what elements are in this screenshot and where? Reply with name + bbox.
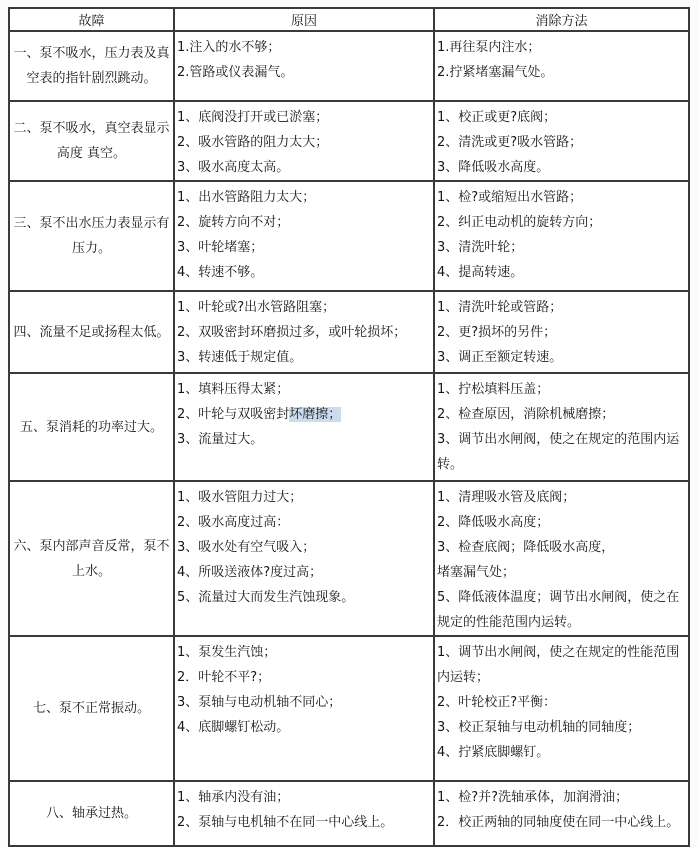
fault-line: 一、泵不吸水，压力表及真 bbox=[13, 46, 170, 61]
cause-line: 5、流量过大而发生汽蚀现象。 bbox=[177, 590, 355, 605]
method-line: 2、检查原因，消除机械磨擦； bbox=[437, 407, 615, 422]
fault-cell bbox=[9, 31, 174, 101]
cause-line: 4、底脚螺钉松动。 bbox=[177, 720, 290, 735]
fault-cell bbox=[9, 373, 174, 481]
cause-line: 1、吸水管阻力过大； bbox=[177, 490, 303, 505]
cause-line: 1、轴承内没有油； bbox=[177, 790, 290, 805]
fault-line: 二、泵不吸水，真空表显示 bbox=[13, 121, 170, 136]
table-row bbox=[9, 291, 689, 373]
fault-line: 五、泵消耗的功率过大。 bbox=[19, 419, 163, 435]
cause-line: 3、叶轮堵塞； bbox=[177, 240, 264, 255]
cause-line: 2、吸水高度过高： bbox=[177, 515, 290, 530]
fault-cell bbox=[9, 636, 174, 781]
method-line: 1、检?并?洗轴承体，加润滑油； bbox=[437, 790, 629, 805]
fault-cell bbox=[9, 781, 174, 846]
header-method: 消除方法 bbox=[434, 8, 689, 31]
cause-line: 3、转速低于规定值。 bbox=[177, 350, 303, 365]
method-line: 2．校正两轴的同轴度使在同一中心线上。 bbox=[437, 815, 680, 830]
fault-line: 空表的指针剧烈跳动。 bbox=[26, 71, 157, 86]
causes-cell bbox=[174, 101, 434, 181]
fault-line: 八、轴承过热。 bbox=[45, 806, 137, 821]
cause-line: 1、填料压得太紧； bbox=[177, 382, 290, 397]
method-line: 2.拧紧堵塞漏气处。 bbox=[437, 65, 554, 80]
method-line: 3、校正泵轴与电动机轴的同轴度； bbox=[437, 720, 641, 735]
methods-cell bbox=[434, 291, 689, 373]
causes-cell bbox=[174, 481, 434, 636]
method-line: 1、清理吸水管及底阀； bbox=[437, 490, 576, 505]
causes-cell bbox=[174, 781, 434, 846]
method-line: 3、检查底阀；降低吸水高度， bbox=[437, 540, 615, 555]
cause-line: 2、吸水管路的阻力太大； bbox=[177, 135, 329, 150]
method-line: 2、叶轮校正?平衡： bbox=[437, 695, 557, 710]
methods-cell bbox=[434, 101, 689, 181]
methods-cell bbox=[434, 781, 689, 846]
cause-line: 3、吸水高度太高。 bbox=[177, 160, 290, 175]
table-row bbox=[9, 373, 689, 481]
method-line: 2、更?损坏的另件； bbox=[437, 325, 557, 340]
cause-line: 2、旋转方向不对； bbox=[177, 215, 290, 230]
method-line: 规定的性能范围内运转。 bbox=[437, 615, 581, 630]
table-row bbox=[9, 101, 689, 181]
cause-line: 2.管路或仪表漏气。 bbox=[177, 65, 294, 80]
method-line: 1、清洗叶轮或管路； bbox=[437, 300, 563, 315]
cause-line: 2．叶轮不平?； bbox=[177, 670, 271, 685]
cause-line: 1、泵发生汽蚀； bbox=[177, 645, 277, 660]
method-line: 转。 bbox=[437, 457, 464, 472]
causes-cell bbox=[174, 291, 434, 373]
header-cause: 原因 bbox=[174, 8, 434, 31]
table-row bbox=[9, 781, 689, 846]
causes-cell bbox=[174, 31, 434, 101]
methods-cell bbox=[434, 31, 689, 101]
cause-line: 3、泵轴与电动机轴不同心； bbox=[177, 695, 342, 710]
fault-line: 压力。 bbox=[71, 241, 111, 256]
fault-line: 高度 真空。 bbox=[56, 146, 127, 161]
header-fault: 故障 bbox=[9, 8, 174, 31]
cause-line: 3、流量过大。 bbox=[177, 432, 264, 447]
method-line: 1、校正或更?底阀； bbox=[437, 110, 557, 125]
causes-cell bbox=[174, 636, 434, 781]
methods-cell bbox=[434, 636, 689, 781]
cause-line: 2、双吸密封环磨损过多，或叶轮损坏； bbox=[177, 325, 407, 340]
methods-cell bbox=[434, 181, 689, 291]
causes-cell bbox=[174, 181, 434, 291]
method-line: 2、降低吸水高度； bbox=[437, 515, 550, 530]
cause-line: 2、泵轴与电机轴不在同一中心线上。 bbox=[177, 815, 394, 830]
method-line: 4、拧紧底脚螺钉。 bbox=[437, 745, 550, 760]
cause-line: 3、吸水处有空气吸入； bbox=[177, 540, 316, 555]
fault-cell bbox=[9, 481, 174, 636]
cause-line: 1、底阀没打开或已淤塞； bbox=[177, 110, 329, 125]
method-line: 1.再往泵内注水； bbox=[437, 40, 541, 55]
table-row bbox=[9, 31, 689, 101]
method-line: 内运转； bbox=[437, 670, 490, 685]
method-line: 1、检?或缩短出水管路； bbox=[437, 190, 583, 205]
causes-cell bbox=[174, 373, 434, 481]
method-line: 4、提高转速。 bbox=[437, 265, 524, 280]
method-line: 1、拧松填料压盖； bbox=[437, 382, 550, 397]
table-row bbox=[9, 636, 689, 781]
fault-cell bbox=[9, 101, 174, 181]
methods-cell bbox=[434, 481, 689, 636]
method-line: 2、纠正电动机的旋转方向； bbox=[437, 215, 602, 230]
header-row bbox=[9, 8, 689, 31]
method-line: 1、调节出水闸阀，使之在规定的性能范围 bbox=[437, 645, 680, 660]
fault-cell bbox=[9, 291, 174, 373]
selection-highlight: 坏磨擦； bbox=[289, 407, 342, 422]
cause-line: 4、所吸送液体?度过高； bbox=[177, 565, 323, 580]
fault-line: 七、泵不正常振动。 bbox=[32, 701, 150, 716]
cause-line: 1、叶轮或?出水管路阻塞； bbox=[177, 300, 336, 315]
pump-troubleshooting-table bbox=[8, 7, 690, 847]
method-line: 2、清洗或更?吸水管路； bbox=[437, 135, 583, 150]
cause-line: 1、出水管路阻力太大； bbox=[177, 190, 316, 205]
method-line: 3、调正至额定转速。 bbox=[437, 350, 563, 365]
fault-line: 上水。 bbox=[71, 563, 111, 579]
method-line: 堵塞漏气处； bbox=[437, 565, 516, 580]
fault-cell bbox=[9, 181, 174, 291]
fault-line: 六、泵内部声音反常，泵不 bbox=[13, 538, 170, 554]
fault-line: 四、流量不足或扬程太低。 bbox=[13, 324, 170, 340]
table-row bbox=[9, 481, 689, 636]
cause-line: 1.注入的水不够； bbox=[177, 40, 281, 55]
fault-table-body bbox=[9, 31, 689, 846]
method-line: 3、调节出水闸阀，使之在规定的范围内运 bbox=[437, 432, 680, 447]
table-row bbox=[9, 181, 689, 291]
method-line: 3、降低吸水高度。 bbox=[437, 160, 550, 175]
cause-line: 4、转速不够。 bbox=[177, 265, 264, 280]
fault-line: 三、泵不出水压力表显示有 bbox=[13, 216, 170, 231]
method-line: 5、降低液体温度；调节出水闸阀，使之在 bbox=[437, 590, 680, 605]
methods-cell bbox=[434, 373, 689, 481]
cause-line: 2、叶轮与双吸密封坏磨擦； bbox=[177, 407, 342, 422]
method-line: 3、清洗叶轮； bbox=[437, 240, 524, 255]
